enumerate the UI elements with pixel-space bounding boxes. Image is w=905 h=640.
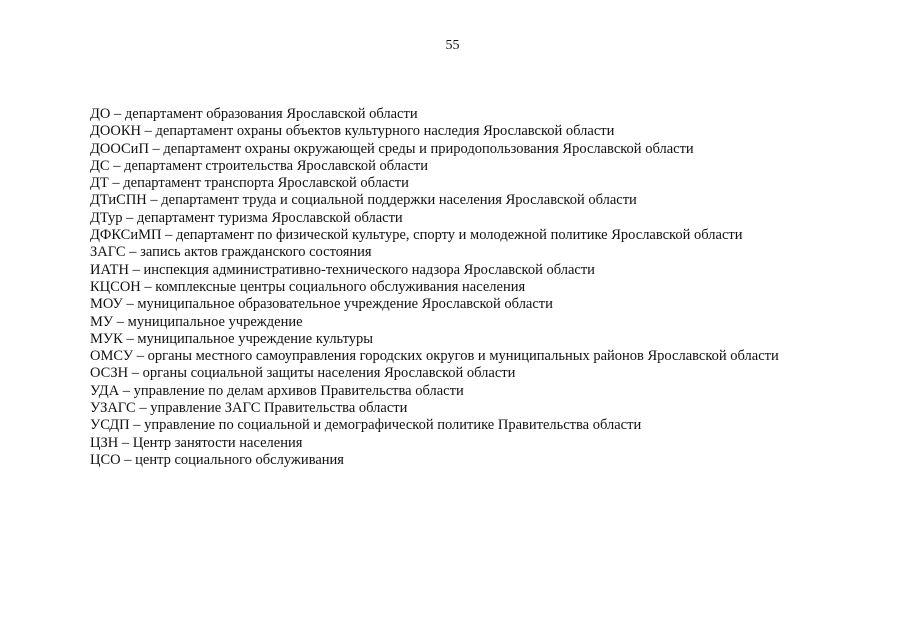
list-item [90, 400, 890, 417]
abbreviation-definition: органы местного самоуправления городских округов и муниципальных районов Ярославской области [147, 348, 779, 365]
list-item [90, 331, 890, 348]
list-item [90, 192, 890, 209]
abbreviation-term: УСДП [90, 417, 130, 434]
abbreviation-term: ДТ [90, 175, 109, 192]
separator-dash: – [118, 434, 133, 451]
list-item [90, 123, 890, 140]
separator-dash: – [161, 227, 176, 244]
abbreviation-term: ЦСО [90, 451, 121, 468]
abbreviation-definition: запись актов гражданского состояния [140, 244, 372, 261]
abbreviation-term: ДО [90, 106, 111, 122]
abbreviation-definition: департамент транспорта Ярославской области [123, 175, 409, 192]
abbreviation-definition: Центр занятости населения [132, 434, 303, 451]
abbreviation-term: ОМСУ [90, 348, 134, 365]
abbreviation-term: ЗАГС [90, 244, 126, 261]
list-item [90, 210, 890, 227]
abbreviation-definition: муниципальное учреждение [127, 313, 303, 330]
separator-dash: – [148, 140, 164, 157]
abbreviation-definition: департамент строительства Ярославской области [124, 157, 428, 174]
separator-dash: – [113, 313, 128, 330]
abbreviation-term: ДООКН [90, 123, 141, 140]
separator-dash: – [125, 244, 141, 261]
abbreviation-definition: управление по делам архивов Правительства области [133, 382, 464, 399]
list-item [90, 141, 890, 158]
abbreviation-definition: муниципальное образовательное учреждение Ярославской области [137, 296, 553, 313]
page-number: 55 [445, 38, 460, 53]
separator-dash: – [122, 330, 138, 347]
abbreviation-term: УЗАГС [90, 400, 136, 417]
separator-dash: – [140, 278, 156, 295]
abbreviation-term: ДТур [90, 209, 123, 226]
separator-dash: – [135, 400, 151, 417]
abbreviation-definition: центр социального обслуживания [135, 451, 344, 468]
abbreviation-definition: инспекция административно-технического надзора Ярославской области [143, 261, 595, 278]
abbreviation-definition: департамент охраны объектов культурного наследия Ярославской области [155, 123, 615, 140]
abbreviation-term: УДА [90, 382, 120, 399]
abbreviation-definition: управление по социальной и демографической политике Правительства области [144, 417, 642, 434]
abbreviation-term: ДФКСиМП [90, 227, 162, 244]
abbreviation-definition: органы социальной защиты населения Ярославской области [142, 365, 516, 382]
abbreviation-term: МУ [90, 313, 114, 330]
abbreviation-term: КЦСОН [90, 278, 141, 295]
separator-dash: – [133, 348, 148, 365]
list-item [90, 452, 890, 469]
list-item [90, 106, 890, 123]
list-item [90, 383, 890, 400]
separator-dash: – [109, 157, 125, 174]
abbreviation-term: ДООСиП [90, 140, 149, 157]
abbreviation-definition: департамент охраны окружающей среды и природопользования Ярославской области [163, 140, 694, 157]
separator-dash: – [122, 296, 138, 313]
list-item [90, 227, 890, 244]
list-item [90, 262, 890, 279]
separator-dash: – [119, 382, 134, 399]
list-item [90, 296, 890, 313]
abbreviation-term: ЦЗН [90, 434, 119, 451]
separator-dash: – [122, 209, 138, 226]
separator-dash: – [140, 123, 156, 140]
list-item [90, 417, 890, 434]
abbreviation-term: ДТиСПН [90, 192, 147, 209]
list-item [90, 279, 890, 296]
abbreviation-definition: комплексные центры социального обслуживания населения [155, 278, 526, 295]
list-item [90, 244, 890, 261]
abbreviation-term: МУК [90, 330, 123, 347]
separator-dash: – [129, 261, 144, 278]
abbreviation-list [90, 106, 890, 469]
abbreviation-definition: управление ЗАГС Правительства области [150, 400, 408, 417]
abbreviation-term: ОСЗН [90, 365, 129, 382]
list-item [90, 435, 890, 452]
list-item [90, 175, 890, 192]
abbreviation-term: ДС [90, 157, 110, 174]
abbreviation-term: МОУ [90, 296, 123, 313]
abbreviation-definition: департамент по физической культуре, спорту и молодежной политике Ярославской области [175, 227, 743, 244]
abbreviation-definition: департамент туризма Ярославской области [137, 209, 403, 226]
separator-dash: – [110, 106, 125, 122]
separator-dash: – [108, 175, 124, 192]
abbreviation-definition: департамент труда и социальной поддержки населения Ярославской области [161, 192, 637, 209]
separator-dash: – [128, 365, 143, 382]
separator-dash: – [129, 417, 145, 434]
abbreviation-definition: департамент образования Ярославской области [124, 106, 418, 122]
list-item [90, 158, 890, 175]
separator-dash: – [146, 192, 162, 209]
list-item [90, 314, 890, 331]
abbreviation-term: ИАТН [90, 261, 129, 278]
list-item [90, 348, 890, 365]
list-item [90, 365, 890, 382]
separator-dash: – [120, 451, 136, 468]
abbreviation-definition: муниципальное учреждение культуры [137, 330, 374, 347]
